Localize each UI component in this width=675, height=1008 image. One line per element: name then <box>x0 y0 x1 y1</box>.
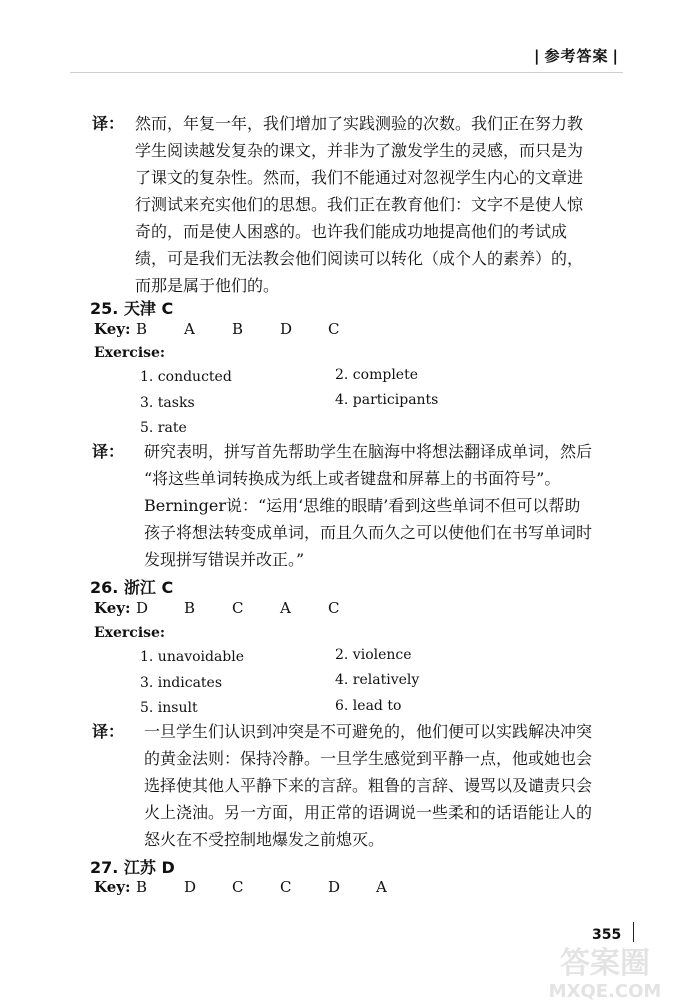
translation-line: 一旦学生们认识到冲突是不可避免的，他们便可以实践解决冲突 <box>144 722 593 741</box>
exercise-label-25: Exercise: <box>94 345 166 361</box>
running-header <box>530 45 623 66</box>
section-heading-27: 27. 江苏 D <box>90 858 175 877</box>
translation-line: 然而，年复一年，我们增加了实践测验的次数。我们正在努力教 <box>135 114 584 133</box>
watermark-text: 答案圈 <box>560 946 650 981</box>
translation-tag: 译： <box>92 114 125 133</box>
translation-line: 了课文的复杂性。然而，我们不能通过对忽视学生内心的文章进 <box>135 168 584 187</box>
exercise-item: 3. indicates <box>140 675 223 691</box>
translation-block-25 <box>92 438 612 573</box>
key-answer: B <box>232 320 244 338</box>
translation-line: 怒火在不受控制地爆发之前熄灭。 <box>144 830 385 849</box>
translation-line: “将这些单词转换成为纸上或者键盘和屏幕上的书面符号”。 <box>144 469 561 488</box>
header-rule <box>70 72 623 73</box>
key-label: Key: <box>94 320 131 338</box>
header-bar-left: | <box>534 47 541 65</box>
translation-line: 孩子将想法转变成单词，而且久而久之可以使他们在书写单词时 <box>144 523 593 542</box>
answer-key-26 <box>94 599 376 617</box>
section-heading-26: 26. 浙江 C <box>90 578 174 597</box>
exercise-item: 6. lead to <box>335 698 402 714</box>
key-answer: C <box>328 320 340 338</box>
key-answer: A <box>184 320 195 338</box>
translation-block-24 <box>92 110 612 299</box>
key-answer: D <box>280 320 293 338</box>
key-answer: D <box>136 599 149 617</box>
watermark-logo <box>545 935 665 1005</box>
key-answer: A <box>280 599 291 617</box>
key-answer: B <box>136 320 148 338</box>
answer-key-27 <box>94 878 424 896</box>
exercise-item: 1. unavoidable <box>140 649 245 665</box>
key-answer: B <box>184 599 196 617</box>
translation-block-26 <box>92 718 612 853</box>
exercise-label-26: Exercise: <box>94 625 166 641</box>
key-label: Key: <box>94 599 131 617</box>
answer-key-25 <box>94 320 376 338</box>
key-answer: C <box>328 599 340 617</box>
translation-tag: 译： <box>92 442 125 461</box>
watermark-url: MXQE.COM <box>548 981 662 1002</box>
exercise-item: 5. rate <box>140 420 187 436</box>
key-answer: C <box>232 599 244 617</box>
translation-tag: 译： <box>92 722 125 741</box>
page-number: 355 <box>592 927 622 943</box>
translation-line: 发现拼写错误并改正。” <box>144 550 305 569</box>
header-bar-right: | <box>612 47 619 65</box>
exercise-item: 4. relatively <box>335 672 420 688</box>
key-label: Key: <box>94 878 131 896</box>
key-answer: C <box>280 878 292 896</box>
exercise-item: 4. participants <box>335 392 439 408</box>
key-answer: D <box>328 878 341 896</box>
translation-line: 学生阅读越发复杂的课文，并非为了激发学生的灵感，而只是为 <box>135 141 584 160</box>
exercise-item: 3. tasks <box>140 395 195 411</box>
translation-line: 绩，可是我们无法教会他们阅读可以转化（成个人的素养）的， <box>135 249 584 268</box>
translation-line: 研究表明，拼写首先帮助学生在脑海中将想法翻译成单词，然后 <box>144 442 593 461</box>
exercise-item: 2. violence <box>335 647 412 663</box>
exercise-item: 5. insult <box>140 700 198 716</box>
translation-line: 火上浇油。另一方面，用正常的语调说一些柔和的话语能让人的 <box>144 803 593 822</box>
translation-line: 而那是属于他们的。 <box>135 276 280 295</box>
exercise-item: 2. complete <box>335 367 418 383</box>
key-answer: C <box>232 878 244 896</box>
translation-line: 奇的，而是使人困惑的。也许我们能成功地提高他们的考试成 <box>135 222 568 241</box>
section-heading-25: 25. 天津 C <box>90 299 174 318</box>
translation-line: 行测试来充实他们的思想。我们正在教育他们：文字不是使人惊 <box>135 195 584 214</box>
translation-line: Berninger说：“运用‘思维的眼睛’看到这些单词不但可以帮助 <box>144 496 581 515</box>
key-answer: A <box>376 878 387 896</box>
key-answer: D <box>184 878 197 896</box>
translation-line: 的黄金法则：保持冷静。一旦学生感觉到平静一点，他或她也会 <box>144 749 593 768</box>
key-answer: B <box>136 878 148 896</box>
exercise-item: 1. conducted <box>140 369 232 385</box>
translation-line: 选择使其他人平静下来的言辞。粗鲁的言辞、谩骂以及谴责只会 <box>144 776 593 795</box>
header-title: 参考答案 <box>544 47 609 65</box>
